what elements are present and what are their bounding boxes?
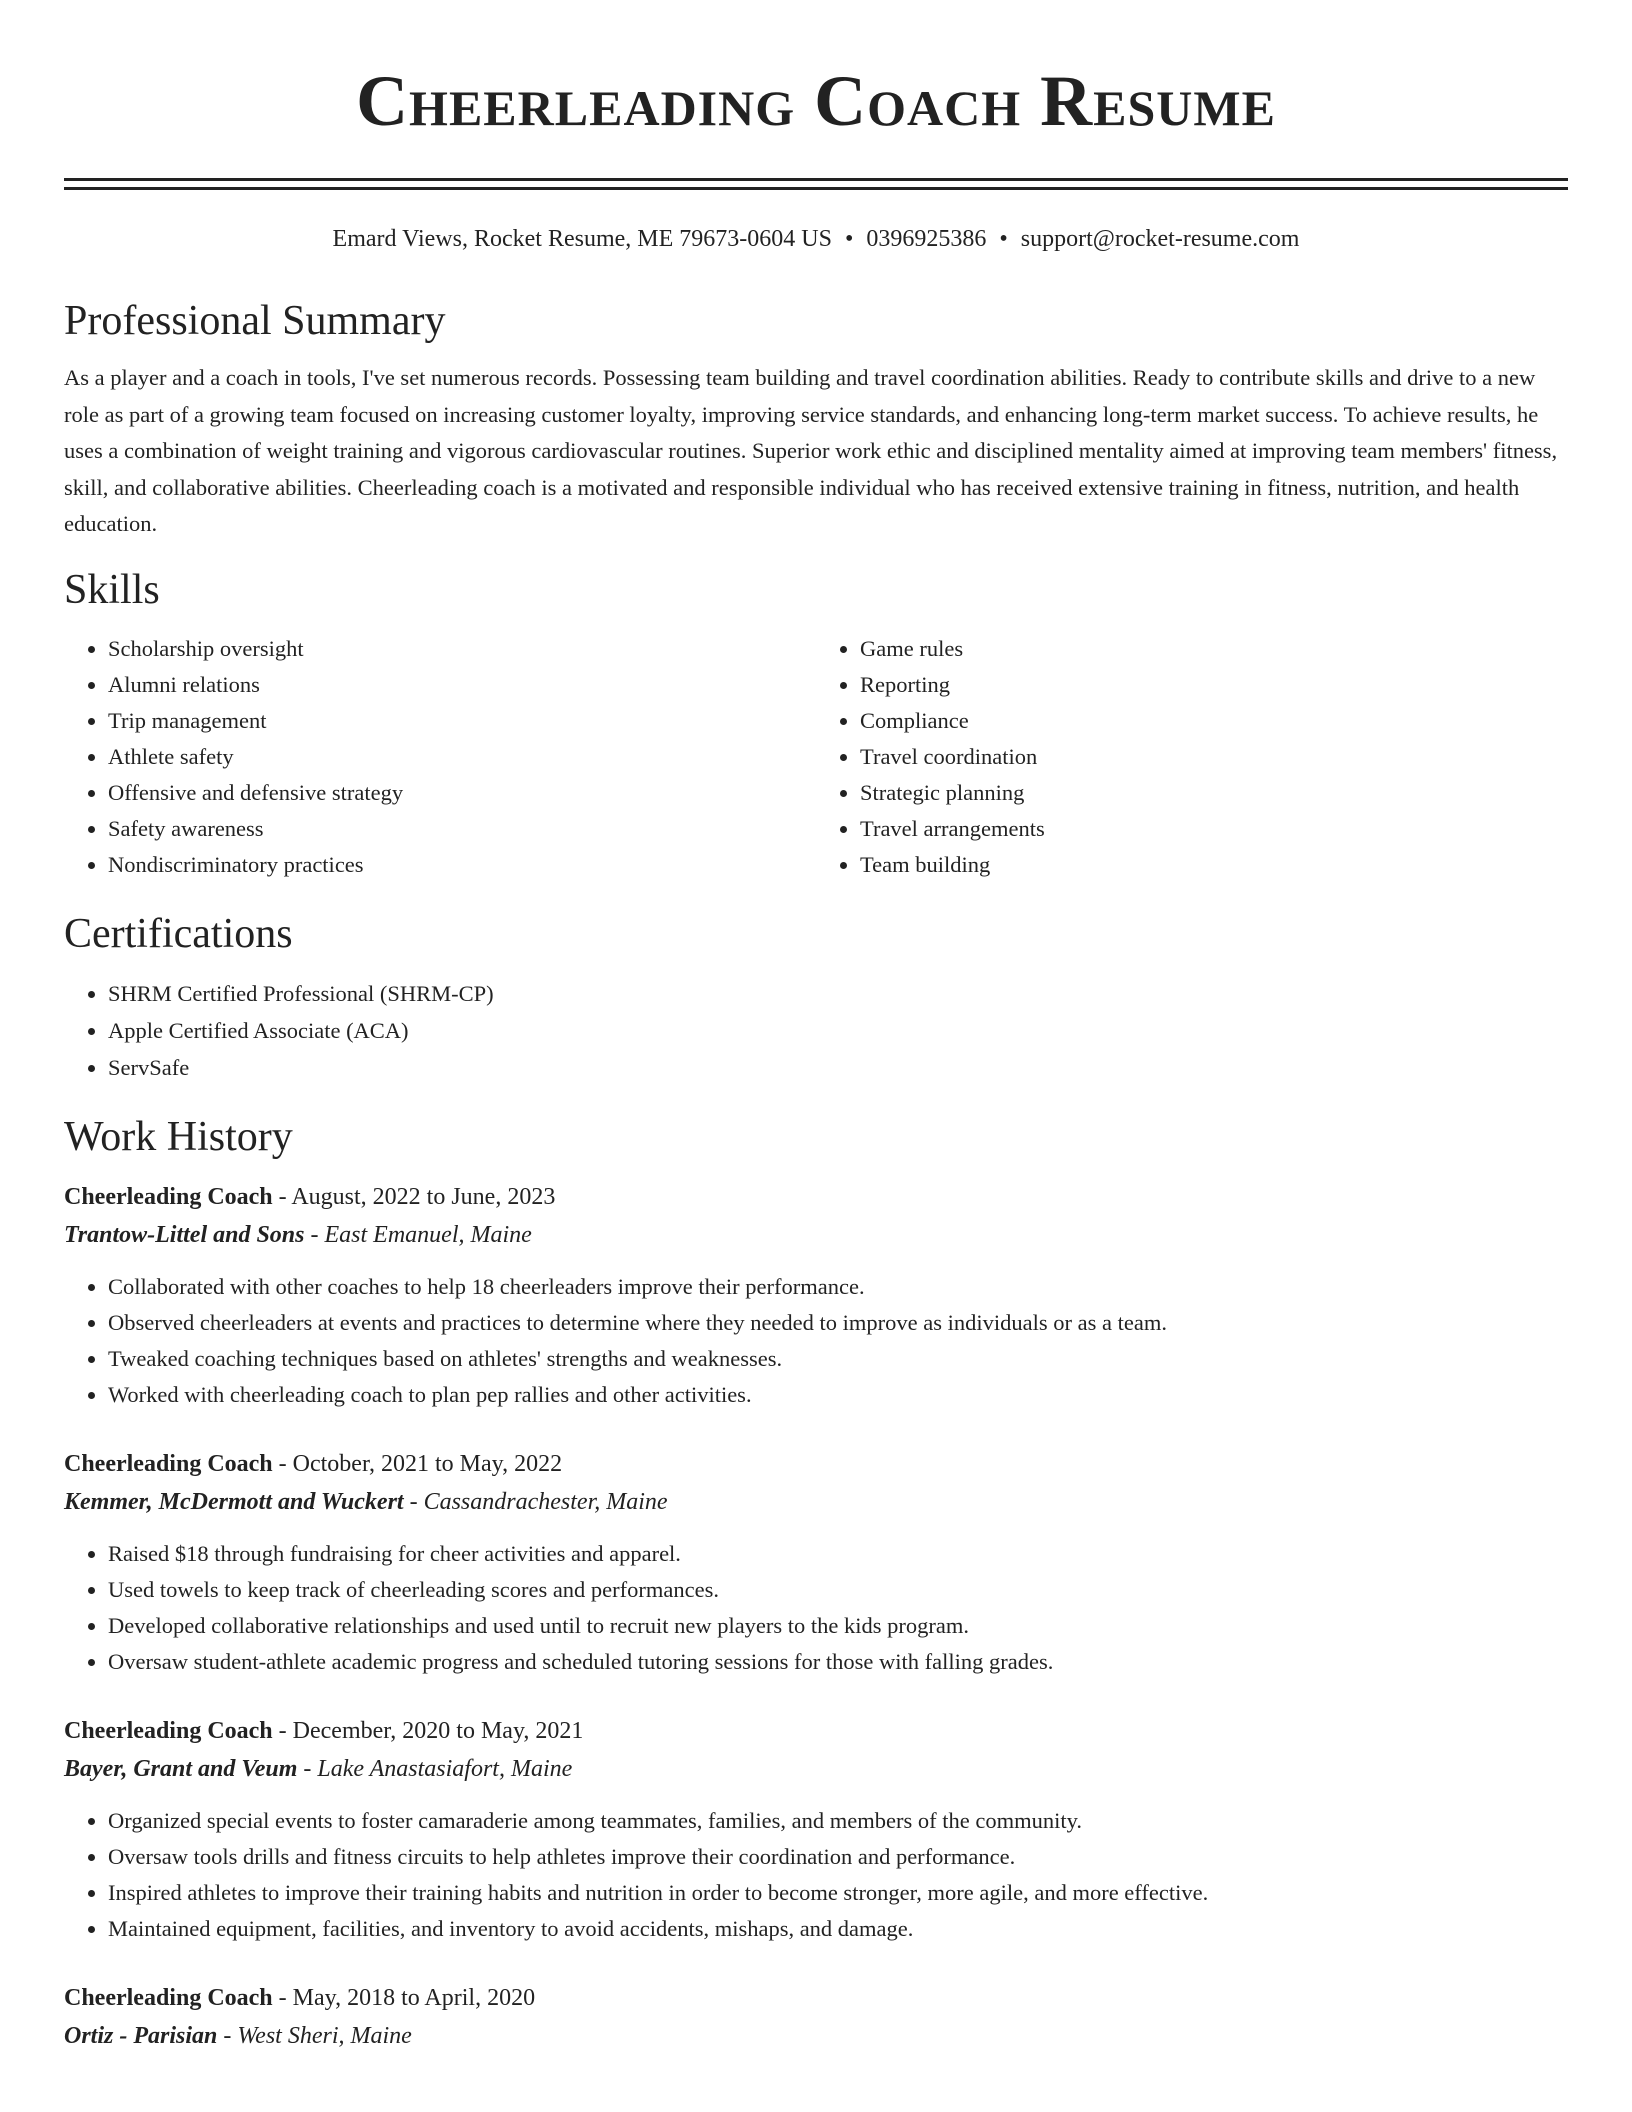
certification-item: • Apple Certified Associate (ACA) [108, 1012, 1568, 1049]
certification-item: • ServSafe [108, 1049, 1568, 1086]
contact-address: Emard Views, Rocket Resume, ME 79673-0604 US [332, 226, 832, 252]
job-entry [64, 1979, 1568, 2055]
title-rule-bottom [64, 187, 1568, 190]
job-bullets [64, 1536, 1568, 1680]
skill-item: • Safety awareness [108, 811, 816, 847]
job-bullet: • Inspired athletes to improve their training habits and nutrition in order to become stronger, more agile, and more effective. [108, 1875, 1568, 1911]
job-bullet: • Oversaw student-athlete academic progress and scheduled tutoring sessions for those with falling grades. [108, 1644, 1568, 1680]
skill-item: • Strategic planning [860, 775, 1568, 811]
job-dash: - [272, 1183, 292, 1210]
contact-separator: • [844, 226, 854, 252]
job-title: Cheerleading Coach [64, 1183, 273, 1210]
certification-item: • SHRM Certified Professional (SHRM-CP) [108, 975, 1568, 1012]
skill-item: • Trip management [108, 703, 816, 739]
job-bullets [64, 1803, 1568, 1947]
skill-item: • Reporting [860, 667, 1568, 703]
summary-heading: Professional Summary [64, 298, 446, 344]
contact-line [64, 224, 1568, 254]
job-title: Cheerleading Coach [64, 1984, 273, 2011]
job-bullet: • Oversaw tools drills and fitness circuits to help athletes improve their coordination and performance. [108, 1839, 1568, 1875]
job-title-line [64, 1712, 1568, 1750]
job-dates: October, 2021 to May, 2022 [292, 1450, 563, 1477]
job-bullet: • Observed cheerleaders at events and practices to determine where they needed to improve as individuals or as a team. [108, 1305, 1568, 1341]
certifications-list [64, 975, 1568, 1086]
job-dash: - [272, 1717, 293, 1744]
job-bullet: • Organized special events to foster camaraderie among teammates, families, and members of the community. [108, 1803, 1568, 1839]
skill-item: • Athlete safety [108, 739, 816, 775]
job-bullet: • Developed collaborative relationships and used until to recruit new players to the kids program. [108, 1608, 1568, 1644]
job-title-line [64, 1178, 1568, 1216]
contact-separator: • [999, 226, 1008, 252]
title-rule-top [64, 178, 1568, 181]
certifications-heading: Certifications [64, 910, 293, 957]
job-bullets [64, 1269, 1568, 1413]
job-bullet: • Tweaked coaching techniques based on athletes' strengths and weaknesses. [108, 1341, 1568, 1377]
job-dash: - [272, 1450, 293, 1477]
job-title-line [64, 1445, 1568, 1483]
job-dash: - [403, 1488, 424, 1515]
skills-columns [64, 631, 1568, 883]
job-company: Ortiz - Parisian [64, 2022, 218, 2049]
job-company-line [64, 2017, 1568, 2055]
skill-item: • Scholarship oversight [108, 631, 816, 667]
job-company-line [64, 1750, 1568, 1788]
work-history-heading: Work History [64, 1113, 293, 1160]
job-dash: - [304, 1221, 325, 1248]
job-dash: - [217, 2022, 238, 2049]
job-location: West Sheri, Maine [237, 2022, 412, 2049]
job-dates: August, 2022 to June, 2023 [291, 1183, 556, 1210]
skill-item: • Team building [860, 847, 1568, 883]
job-dash: - [272, 1984, 293, 2011]
job-bullet: • Maintained equipment, facilities, and inventory to avoid accidents, mishaps, and damage. [108, 1911, 1568, 1947]
job-title: Cheerleading Coach [64, 1450, 273, 1477]
skills-heading: Skills [64, 566, 160, 613]
skills-list-right [816, 631, 1568, 883]
job-title-line [64, 1979, 1568, 2017]
job-location: Lake Anastasiafort, Maine [317, 1755, 573, 1782]
job-entry [64, 1178, 1568, 1413]
resume-title: Cheerleading Coach Resume [356, 61, 1276, 141]
job-bullet: • Raised $18 through fundraising for cheer activities and apparel. [108, 1536, 1568, 1572]
job-entry [64, 1712, 1568, 1947]
summary-text: As a player and a coach in tools, I've set numerous records. Possessing team building and travel coordination abilities. Ready to contribute skills and drive to a new role as part of a growing team focused on increasing customer loyalty, improving service standards, and enhancing long-term market success. To achieve results, he uses a combination of weight training and vigorous cardiovascular routines. Superior work ethic and disciplined mentality aimed at improving team members' fitness, skill, and collaborative abilities. Cheerleading coach is a motivated and responsible individual who has received extensive training in fitness, nutrition, and health education. [64, 365, 1558, 536]
skill-item: • Nondiscriminatory practices [108, 847, 816, 883]
job-location: Cassandrachester, Maine [423, 1488, 668, 1515]
skill-item: • Offensive and defensive strategy [108, 775, 816, 811]
job-bullet: • Worked with cheerleading coach to plan pep rallies and other activities. [108, 1377, 1568, 1413]
contact-email: support@rocket-resume.com [1020, 226, 1300, 252]
job-title: Cheerleading Coach [64, 1717, 273, 1744]
job-dates: December, 2020 to May, 2021 [292, 1717, 584, 1744]
job-company-line [64, 1483, 1568, 1521]
skill-item: • Game rules [860, 631, 1568, 667]
job-dates: May, 2018 to April, 2020 [292, 1984, 536, 2011]
job-company-line [64, 1216, 1568, 1254]
job-dash: - [297, 1755, 318, 1782]
job-company: Trantow-Littel and Sons [64, 1221, 305, 1248]
job-company: Kemmer, McDermott and Wuckert [64, 1488, 404, 1515]
skills-list-left [64, 631, 816, 883]
job-bullet: • Used towels to keep track of cheerleading scores and performances. [108, 1572, 1568, 1608]
skill-item: • Alumni relations [108, 667, 816, 703]
skill-item: • Compliance [860, 703, 1568, 739]
job-company: Bayer, Grant and Veum [64, 1755, 298, 1782]
skill-item: • Travel coordination [860, 739, 1568, 775]
job-bullet: • Collaborated with other coaches to help 18 cheerleaders improve their performance. [108, 1269, 1568, 1305]
skill-item: • Travel arrangements [860, 811, 1568, 847]
contact-phone: 0396925386 [866, 226, 987, 252]
job-entry [64, 1445, 1568, 1680]
job-location: East Emanuel, Maine [324, 1221, 532, 1248]
